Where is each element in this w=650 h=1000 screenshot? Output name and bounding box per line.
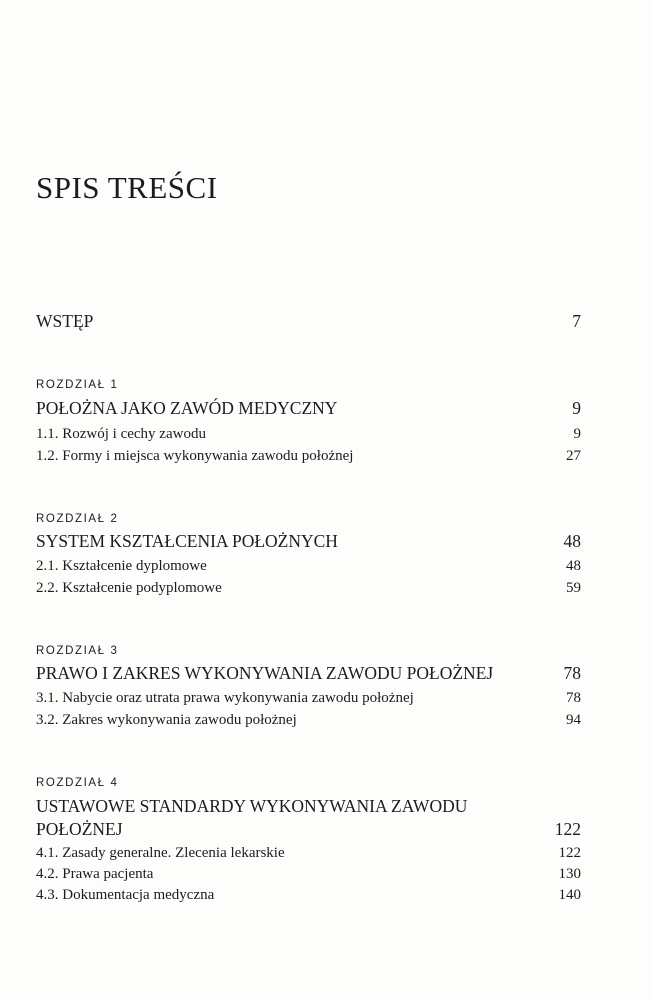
chapter-title: POŁOŻNA JAKO ZAWÓD MEDYCZNY [36,398,338,418]
chapter-label: ROZDZIAŁ 4 [36,777,119,789]
toc-page-number: 94 [566,712,581,728]
toc-page-number: 7 [572,311,581,331]
toc-section-row [36,424,581,445]
toc-page-number: 9 [573,426,581,442]
toc-page-number: 59 [566,580,581,596]
section-title: 4.2. Prawa pacjenta [36,866,154,882]
toc-section-row [36,688,581,709]
toc-section-row [36,885,581,906]
toc-page-number: 122 [558,845,581,861]
toc-page-number: 9 [572,398,581,418]
toc-page-number: 140 [558,887,581,903]
toc-page-number: 130 [558,866,581,882]
toc-section-row [36,710,581,731]
chapter-title-line: POŁOŻNEJ [36,819,123,839]
toc-page-number: 48 [563,531,581,551]
chapter-title-block [36,795,581,841]
chapter-label: ROZDZIAŁ 3 [36,645,119,657]
section-title: 3.2. Zakres wykonywania zawodu położnej [36,712,297,728]
chapter-label: ROZDZIAŁ 1 [36,379,119,391]
toc-page-number: 122 [554,819,581,839]
section-title: 3.1. Nabycie oraz utrata prawa wykonywania zawodu położnej [36,690,414,706]
toc-entry-title: WSTĘP [36,311,94,331]
chapter-title-row [36,397,581,420]
chapter-title-row [36,530,581,553]
section-title: 2.2. Kształcenie podyplomowe [36,580,222,596]
chapter-title: SYSTEM KSZTAŁCENIA POŁOŻNYCH [36,531,338,551]
section-title: 4.3. Dokumentacja medyczna [36,887,215,903]
toc-section-row [36,446,581,467]
toc-page-number: 48 [566,558,581,574]
toc-page-number: 78 [563,663,581,683]
toc-page-number: 78 [566,690,581,706]
chapter-title-row [36,662,581,685]
chapter-label: ROZDZIAŁ 2 [36,513,119,525]
section-title: 1.2. Formy i miejsca wykonywania zawodu położnej [36,448,354,464]
toc-section-row [36,556,581,577]
chapter-title: PRAWO I ZAKRES WYKONYWANIA ZAWODU POŁOŻNEJ [36,663,494,683]
toc-entry-intro [36,308,581,334]
section-title: 1.1. Rozwój i cechy zawodu [36,426,206,442]
toc-section-row [36,578,581,599]
toc-section-row [36,864,581,885]
section-title: 2.1. Kształcenie dyplomowe [36,558,207,574]
toc-page-number: 27 [566,448,581,464]
section-title: 4.1. Zasady generalne. Zlecenia lekarskie [36,845,285,861]
page-title: SPIS TREŚCI [36,170,218,205]
chapter-title-line: USTAWOWE STANDARDY WYKONYWANIA ZAWODU [36,796,468,816]
chapter-title-row [36,818,581,841]
toc-section-row [36,843,581,864]
